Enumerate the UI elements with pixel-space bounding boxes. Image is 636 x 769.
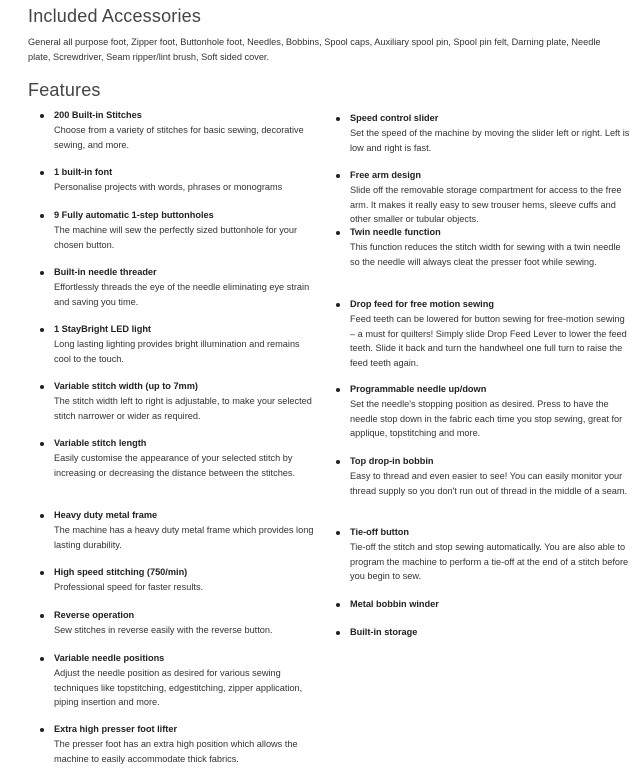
feature-title: 9 Fully automatic 1-step buttonholes — [54, 210, 214, 220]
feature-description: Choose from a variety of stitches for basic sewing, decorative sewing, and more. — [54, 125, 304, 150]
bullet-icon — [40, 614, 44, 618]
bullet-icon — [40, 114, 44, 118]
feature-title: Top drop-in bobbin — [350, 456, 434, 466]
feature-item — [38, 322, 316, 366]
feature-item — [334, 597, 630, 612]
feature-title: Variable stitch width (up to 7mm) — [54, 381, 198, 391]
feature-description: Professional speed for faster results. — [54, 582, 204, 592]
features-heading: Features — [28, 80, 101, 100]
bullet-icon — [336, 117, 340, 121]
feature-description: The stitch width left to right is adjustable, to make your selected stitch narrower or wider as required. — [54, 396, 312, 421]
feature-description: Tie-off the stitch and stop sewing automatically. You are also able to program the machine to perform a tie-off at the end of a stitch before you begin to sew. — [350, 542, 629, 581]
feature-item — [38, 208, 316, 252]
feature-title: Drop feed for free motion sewing — [350, 299, 494, 309]
feature-description: Sew stitches in reverse easily with the reverse button. — [54, 625, 273, 635]
feature-description: Easy to thread and even easier to see! You can easily monitor your thread supply so you don't run out of thread in the middle of a seam. — [350, 471, 628, 496]
bullet-icon — [40, 442, 44, 446]
bullet-icon — [336, 631, 340, 635]
feature-item — [38, 651, 316, 710]
feature-title: 1 built-in font — [54, 167, 113, 177]
feature-title: 200 Built-in Stitches — [54, 110, 142, 120]
feature-description: The machine will sew the perfectly sized buttonhole for your chosen button. — [54, 225, 298, 250]
bullet-icon — [40, 328, 44, 332]
feature-title: Variable needle positions — [54, 653, 165, 663]
feature-item — [334, 297, 630, 370]
feature-title: Tie-off button — [350, 527, 410, 537]
feature-item — [38, 379, 316, 423]
feature-description: Feed teeth can be lowered for button sewing for free-motion sewing – a must for quilters! Simply slide Drop Feed Lever to lower the feed teeth. Slide it back and turn the handwheel one full turn to raise the feed teeth again. — [350, 314, 627, 368]
feature-item — [334, 111, 630, 155]
feature-description: Adjust the needle position as desired for various sewing techniques like topstitching, edgestitching, zipper application, piping insertion and more. — [54, 668, 303, 707]
feature-item — [334, 382, 630, 441]
bullet-icon — [336, 174, 340, 178]
bullet-icon — [40, 214, 44, 218]
bullet-icon — [336, 603, 340, 607]
accessories-list-text: General all purpose foot, Zipper foot, Buttonhole foot, Needles, Bobbins, Spool caps, Auxiliary spool pin, Spool pin felt, Darning plate, Needle plate, Screwdriver, Seam ripper/lint brush, Soft sided cover. — [28, 37, 601, 62]
feature-item — [38, 265, 316, 309]
feature-item — [38, 165, 316, 195]
feature-title: Variable stitch length — [54, 438, 147, 448]
bullet-icon — [40, 385, 44, 389]
feature-title: Free arm design — [350, 170, 421, 180]
feature-description: Personalise projects with words, phrases or monograms — [54, 182, 283, 192]
feature-description: The machine has a heavy duty metal frame which provides long lasting durability. — [54, 525, 314, 550]
feature-title: Twin needle function — [350, 227, 441, 237]
feature-item — [38, 722, 316, 766]
feature-item — [38, 608, 316, 638]
feature-title: Built-in needle threader — [54, 267, 157, 277]
feature-title: Speed control slider — [350, 113, 439, 123]
feature-title: Reverse operation — [54, 610, 135, 620]
feature-title: High speed stitching (750/min) — [54, 567, 188, 577]
feature-description: Slide off the removable storage compartment for access to the free arm. It makes it really easy to sew trouser hems, sleeve cuffs and other smaller or tubular objects. — [350, 185, 622, 224]
bullet-icon — [336, 531, 340, 535]
accessories-heading: Included Accessories — [28, 6, 202, 26]
feature-description: This function reduces the stitch width for sewing with a twin needle so the needle will always cleat the presser foot while sewing. — [350, 242, 621, 267]
feature-item — [38, 508, 316, 552]
bullet-icon — [336, 231, 340, 235]
bullet-icon — [40, 271, 44, 275]
bullet-icon — [40, 171, 44, 175]
feature-item — [334, 168, 630, 227]
feature-title: Built-in storage — [350, 627, 418, 637]
feature-item — [334, 625, 630, 640]
feature-item — [38, 565, 316, 595]
bullet-icon — [336, 388, 340, 392]
feature-description: The presser foot has an extra high position which allows the machine to easily accommodate thick fabrics. — [54, 739, 298, 764]
bullet-icon — [40, 657, 44, 661]
feature-item — [334, 454, 630, 498]
feature-title: 1 StayBright LED light — [54, 324, 151, 334]
feature-item — [334, 525, 630, 584]
feature-description: Set the speed of the machine by moving the slider left or right. Left is low and right is fast. — [350, 128, 630, 153]
feature-item — [334, 225, 630, 269]
bullet-icon — [40, 728, 44, 732]
feature-title: Metal bobbin winder — [350, 599, 439, 609]
bullet-icon — [40, 514, 44, 518]
feature-title: Programmable needle up/down — [350, 384, 487, 394]
feature-item — [38, 108, 316, 152]
bullet-icon — [40, 571, 44, 575]
feature-description: Set the needle's stopping position as desired. Press to have the needle stop down in the fabric each time you stop sewing, great for applique, topstitching and more. — [350, 399, 623, 438]
feature-description: Long lasting lighting provides bright illumination and remains cool to the touch. — [54, 339, 300, 364]
bullet-icon — [336, 460, 340, 464]
feature-item — [38, 436, 316, 480]
feature-description: Effortlessly threads the eye of the needle eliminating eye strain and saving you time. — [54, 282, 310, 307]
feature-description: Easily customise the appearance of your selected stitch by increasing or decreasing the distance between the stitches. — [54, 453, 296, 478]
feature-title: Heavy duty metal frame — [54, 510, 158, 520]
feature-title: Extra high presser foot lifter — [54, 724, 178, 734]
bullet-icon — [336, 303, 340, 307]
